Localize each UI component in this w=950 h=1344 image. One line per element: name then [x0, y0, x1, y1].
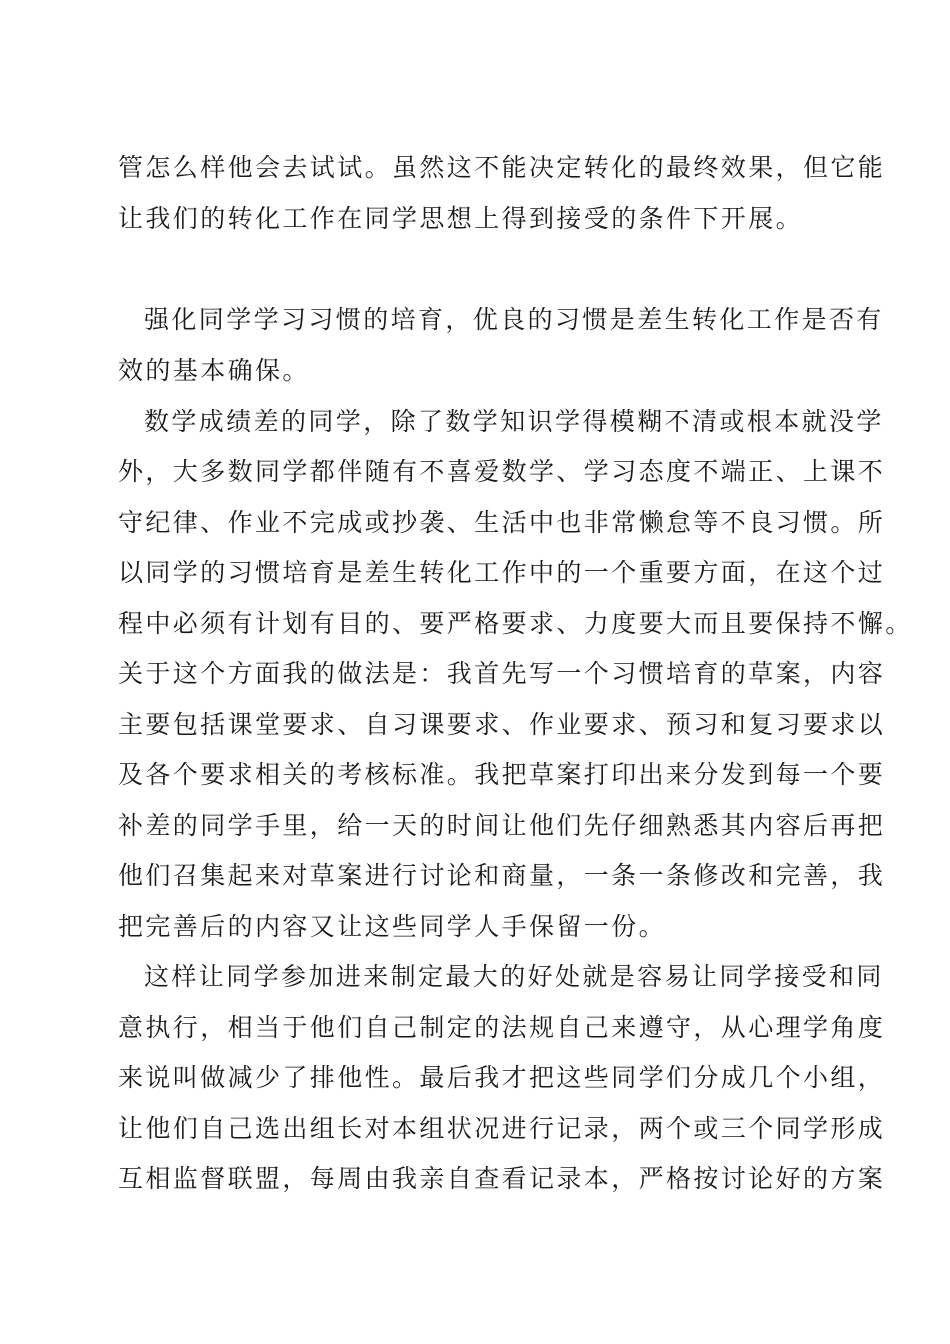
text-line: 补差的同学手里，给一天的时间让他们先仔细熟悉其内容后再把	[118, 811, 886, 840]
text-line: 关于这个方面我的做法是：我首先写一个习惯培育的草案，内容	[118, 659, 886, 688]
text-line: 来说叫做减少了排他性。最后我才把这些同学们分成几个小组，	[118, 1063, 886, 1092]
text-line: 以同学的习惯培育是差生转化工作中的一个重要方面，在这个过	[118, 558, 886, 587]
text-line: 主要包括课堂要求、自习课要求、作业要求、预习和复习要求以	[118, 710, 886, 739]
text-line: 这样让同学参加进来制定最大的好处就是容易让同学接受和同	[144, 962, 884, 991]
text-line: 效的基本确保。	[118, 356, 310, 385]
text-line: 强化同学学习习惯的培育，优良的习惯是差生转化工作是否有	[144, 305, 884, 334]
text-line: 守纪律、作业不完成或抄袭、生活中也非常懒怠等不良习惯。所	[118, 508, 886, 537]
text-line: 意执行，相当于他们自己制定的法规自己来遵守，从心理学角度	[118, 1013, 886, 1042]
text-line: 程中必须有计划有目的、要严格要求、力度要大而且要保持不懈。	[118, 609, 913, 638]
text-line: 让我们的转化工作在同学思想上得到接受的条件下开展。	[118, 204, 804, 233]
text-line: 外，大多数同学都伴随有不喜爱数学、学习态度不端正、上课不	[118, 457, 886, 486]
text-line: 数学成绩差的同学，除了数学知识学得模糊不清或根本就没学	[144, 407, 884, 436]
text-line: 管怎么样他会去试试。虽然这不能决定转化的最终效果，但它能	[118, 153, 886, 182]
text-line: 及各个要求相关的考核标准。我把草案打印出来分发到每一个要	[118, 760, 886, 789]
text-line: 让他们自己选出组长对本组状况进行记录，两个或三个同学形成	[118, 1114, 886, 1143]
text-line: 互相监督联盟，每周由我亲自查看记录本，严格按讨论好的方案	[118, 1164, 886, 1193]
text-line: 他们召集起来对草案进行讨论和商量，一条一条修改和完善，我	[118, 861, 886, 890]
text-line: 把完善后的内容又让这些同学人手保留一份。	[118, 912, 667, 941]
